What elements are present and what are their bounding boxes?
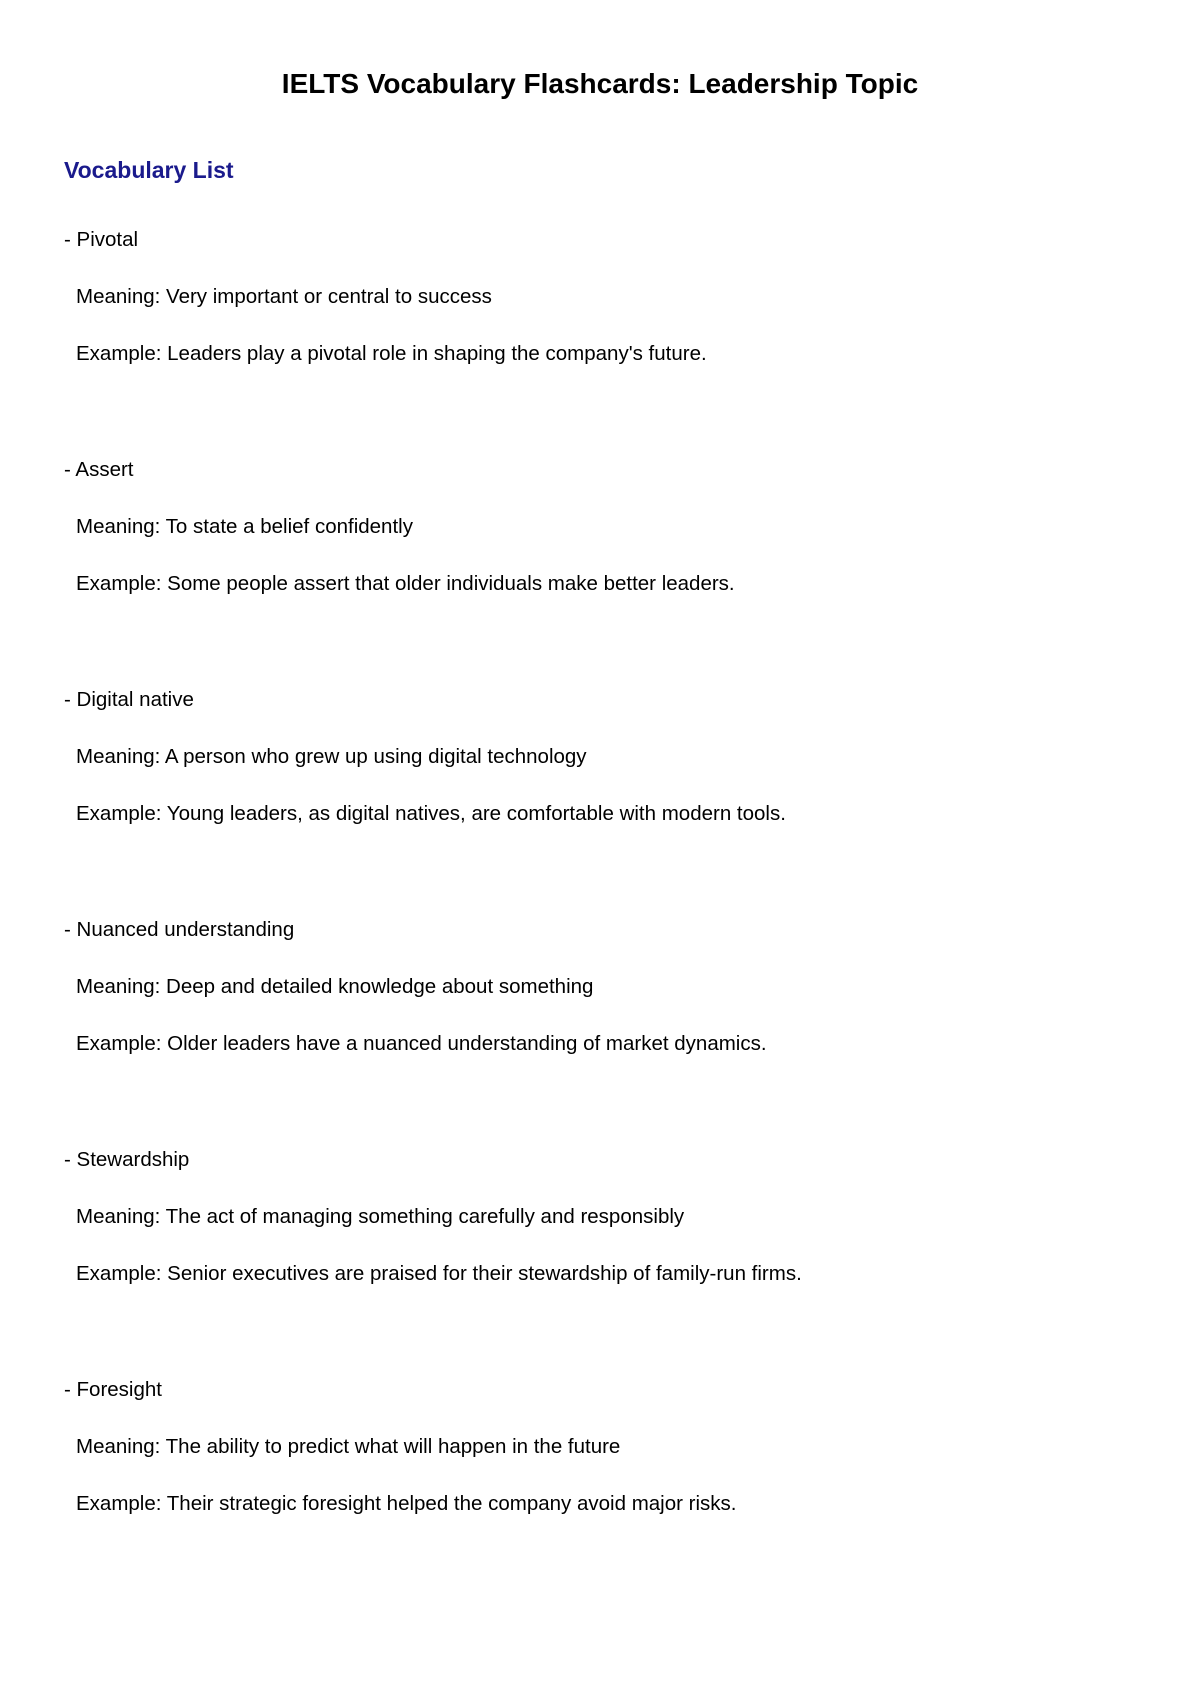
vocab-example: Example: Some people assert that older individuals make better leaders. [76, 572, 735, 595]
vocab-term: - Digital native [64, 688, 194, 711]
vocab-meaning: Meaning: A person who grew up using digital technology [76, 745, 587, 768]
vocab-entry-assert [64, 456, 1144, 686]
document-title: IELTS Vocabulary Flashcards: Leadership Topic [281, 68, 919, 99]
vocab-entry-pivotal [64, 226, 1144, 456]
vocab-entry-foresight [64, 1376, 1144, 1606]
vocab-example: Example: Their strategic foresight helped the company avoid major risks. [76, 1492, 737, 1515]
vocab-meaning: Meaning: The act of managing something carefully and responsibly [76, 1205, 685, 1228]
vocab-entry-nuanced-understanding [64, 916, 1144, 1146]
vocab-term: - Nuanced understanding [64, 918, 295, 941]
vocab-meaning: Meaning: To state a belief confidently [76, 515, 413, 538]
vocabulary-list [64, 226, 1144, 1606]
vocab-meaning: Meaning: Deep and detailed knowledge about something [76, 975, 594, 998]
vocab-meaning: Meaning: The ability to predict what will happen in the future [76, 1435, 621, 1458]
vocab-entry-digital-native [64, 686, 1144, 916]
vocab-example: Example: Leaders play a pivotal role in shaping the company's future. [76, 342, 707, 365]
vocab-term: - Assert [64, 458, 134, 481]
vocab-meaning: Meaning: Very important or central to success [76, 285, 492, 308]
vocab-term: - Foresight [64, 1378, 162, 1401]
section-heading-vocabulary-list: Vocabulary List [64, 157, 234, 183]
vocab-entry-stewardship [64, 1146, 1144, 1376]
vocab-term: - Pivotal [64, 228, 139, 251]
vocab-example: Example: Young leaders, as digital natives, are comfortable with modern tools. [76, 802, 786, 825]
vocab-example: Example: Older leaders have a nuanced understanding of market dynamics. [76, 1032, 767, 1055]
vocab-term: - Stewardship [64, 1148, 190, 1171]
vocab-example: Example: Senior executives are praised for their stewardship of family-run firms. [76, 1262, 802, 1285]
